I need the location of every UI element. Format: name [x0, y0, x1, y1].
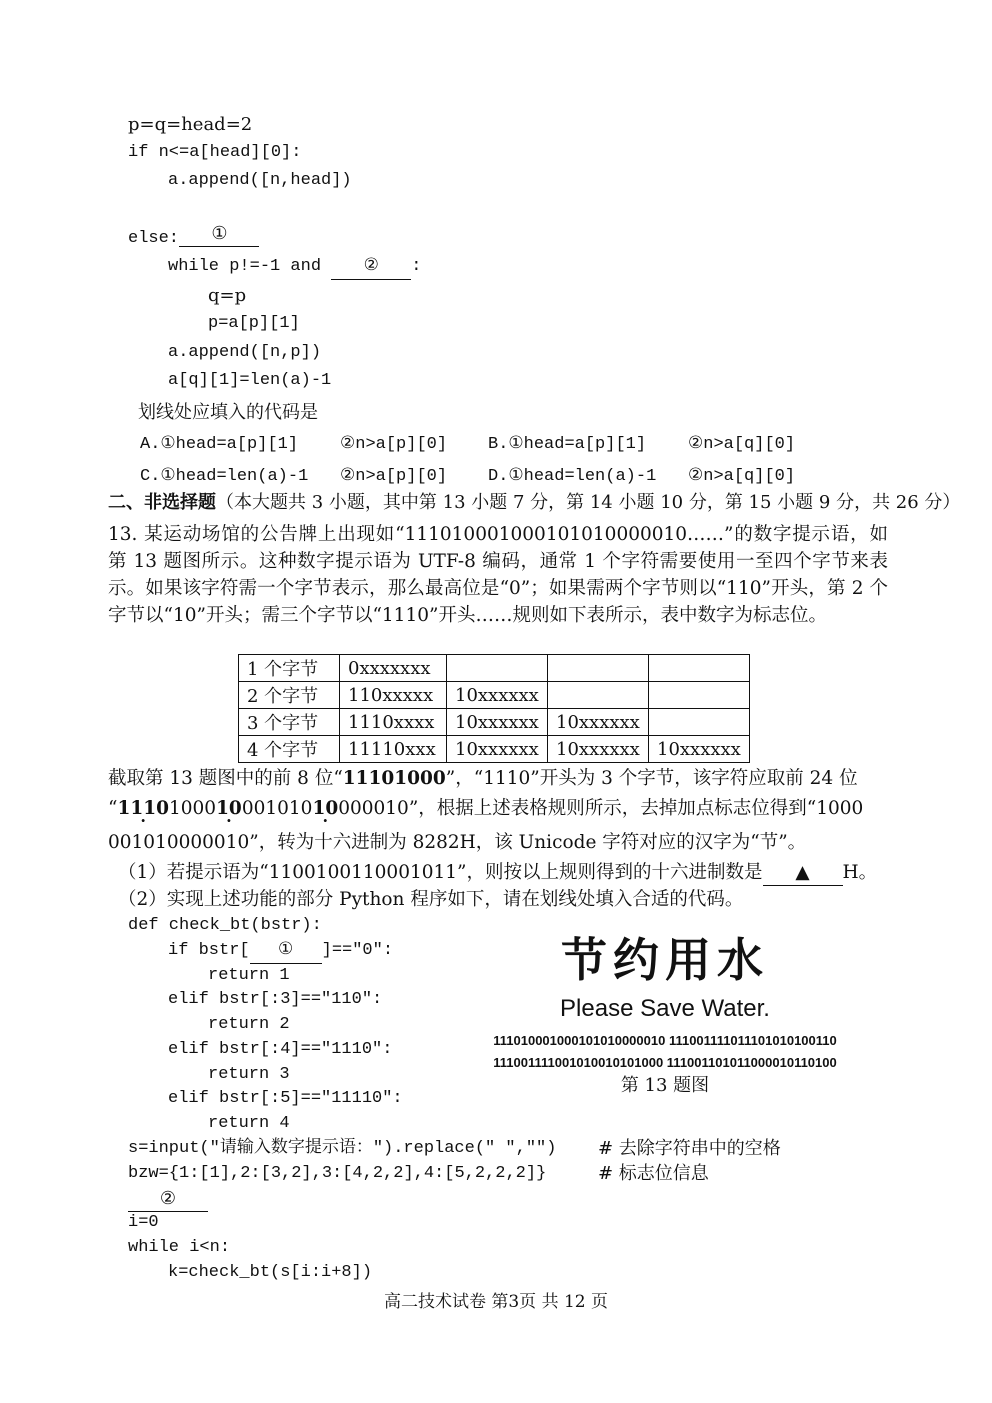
table-row [239, 736, 750, 763]
code-line: return 2 [208, 1015, 290, 1034]
table-row [239, 682, 750, 709]
table-cell: 110xxxxx [340, 682, 447, 709]
utf8-table [238, 654, 750, 763]
option-a [140, 433, 298, 457]
code-comment: # 标志位信息 [598, 1163, 709, 1184]
code-line: k=check_bt(s[i:i+8]) [168, 1263, 373, 1282]
table-row [239, 655, 750, 682]
option-text: ①head=len(a)-1 [508, 467, 657, 486]
option-label: B. [488, 435, 509, 454]
text: H。 [842, 862, 878, 883]
option-d-2: ②n>a[q][0] [688, 467, 796, 486]
code-line: s=input("请输入数字提示语：").replace(" ","") [128, 1139, 557, 1158]
section-note: （本大题共 3 小题，其中第 13 小题 7 分，第 14 小题 10 分，第 15 小题 9 分，共 26 分） [216, 492, 961, 513]
table-cell [548, 655, 649, 682]
table-cell: 10xxxxxx [447, 682, 548, 709]
table-cell: 10xxxxxx [649, 736, 750, 763]
explain-line-3: 001010000010”，转为十六进制为 8282H，该 Unicode 字符对应的汉字为“节”。 [108, 832, 807, 853]
question-prompt: 划线处应填入的代码是 [138, 402, 318, 423]
option-label: A. [140, 435, 161, 454]
code-line: p=a[p][1] [208, 314, 300, 333]
text: 000010 [338, 798, 409, 819]
text: ”，“1110”开头为 3 个字节，该字符应取前 24 位 [445, 768, 858, 789]
option-b-2: ②n>a[q][0] [688, 435, 796, 454]
answer-blank: ▲ [763, 861, 843, 886]
code-line: return 1 [208, 966, 290, 985]
code-line: bzw={1:[1],2:[3,2],3:[4,2,2],4:[5,2,2,2]} [128, 1164, 547, 1183]
code-line: while i<n: [128, 1238, 231, 1257]
flag-bits: 1110 · [117, 798, 169, 819]
sign-english-title: Please Save Water. [560, 995, 770, 1022]
page-footer: 高二技术试卷 第3页 共 12 页 [383, 1292, 609, 1312]
code-line-if [168, 939, 393, 964]
sign-chinese-title: 节约用水 [561, 933, 769, 987]
q13-figure [440, 930, 890, 1098]
text: 10 [288, 798, 313, 819]
text: 截取第 13 题图中的前 8 位“ [108, 768, 343, 789]
table-cell: 10xxxxxx [447, 709, 548, 736]
code-line-while [168, 255, 421, 280]
sub-question-2: （2）实现上述功能的部分 Python 程序如下，请在划线处填入合适的代码。 [118, 889, 744, 910]
code-text: : [411, 257, 422, 276]
code-line: elif bstr[:5]=="11110": [168, 1089, 403, 1108]
text: “ [108, 798, 118, 819]
code-text: while p!=-1 and [168, 257, 332, 276]
sub-question-1 [118, 861, 877, 886]
table-cell: 10xxxxxx [447, 736, 548, 763]
table-cell: 1 个字节 [239, 655, 340, 682]
option-c [140, 465, 308, 489]
flag-bits: 10 · [312, 798, 338, 819]
table-cell [649, 709, 750, 736]
text: 1000 [168, 798, 217, 819]
blank-marker: ① [179, 222, 259, 247]
code-line: def check_bt(bstr): [128, 916, 322, 935]
option-a-2: ②n>a[p][0] [340, 435, 448, 454]
code-text: ]=="0": [321, 941, 394, 960]
table-cell [548, 682, 649, 709]
code-line: else: [128, 229, 180, 248]
code-line: p=q=head=2 [128, 114, 253, 135]
table-cell: 10xxxxxx [548, 709, 649, 736]
code-comment: # 去除字符串中的空格 [598, 1138, 781, 1159]
code-line: q=p [208, 285, 247, 306]
sign-binary-line: 111001111001010010101000 111001101011000010110100 [493, 1055, 837, 1070]
table-cell: 4 个字节 [239, 736, 340, 763]
option-label: D. [488, 467, 509, 486]
code-line: a.append([n,p]) [168, 343, 322, 362]
section-heading [108, 491, 960, 515]
table-cell: 11110xxx [340, 736, 447, 763]
table-cell: 2 个字节 [239, 682, 340, 709]
table-cell: 0xxxxxxx [340, 655, 447, 682]
flag-bits: 10 · [216, 798, 242, 819]
text: ”，根据上述表格规则所示，去掉加点标志位得到“1000 [408, 798, 864, 819]
table-cell [447, 655, 548, 682]
explain-line-2 [108, 797, 863, 821]
option-b [488, 433, 646, 457]
option-d [488, 465, 656, 489]
blank-marker: ① [250, 939, 322, 964]
section-title: 二、非选择题 [108, 492, 216, 513]
blank-marker: ② [331, 255, 411, 280]
code-line: elif bstr[:3]=="110": [168, 990, 383, 1009]
table-cell [649, 655, 750, 682]
code-line: a.append([n,head]) [168, 171, 352, 190]
explain-line-1 [108, 767, 858, 791]
code-blank-1 [168, 198, 259, 247]
option-c-2: ②n>a[p][0] [340, 467, 448, 486]
option-text: ①head=len(a)-1 [160, 467, 309, 486]
option-label: C. [140, 467, 161, 486]
table-cell: 10xxxxxx [548, 736, 649, 763]
table-cell: 3 个字节 [239, 709, 340, 736]
text: 0010 [241, 798, 289, 819]
code-blank-2 [128, 1187, 208, 1212]
code-line: a[q][1]=len(a)-1 [168, 371, 332, 390]
code-line: elif bstr[:4]=="1110": [168, 1040, 393, 1059]
code-line: return 3 [208, 1065, 290, 1084]
q13-intro: 13. 某运动场馆的公告牌上出现如“111010001000101010000010……”的数字提示语，如第 13 题图所示。这种数字提示语为 UTF-8 编码，通常 1 个字符需要使用一至四个字节来表示。如果该字符需一个字节表示，那么最高位是“0”；如果需两个字节则以“110”开头，第 2 个字节以“10”开头；需三个字节以“1110”开头……规则如下表所示，表中数字为标志位。 [108, 524, 888, 626]
table-cell: 1110xxxx [340, 709, 447, 736]
code-line: if n<=a[head][0]: [128, 143, 302, 162]
table-cell [649, 682, 750, 709]
code-line: i=0 [128, 1213, 159, 1232]
sign-binary-line: 111010001000101010000010 111001111011101010100110 [493, 1033, 837, 1048]
bold-bits: 11101000 [342, 768, 446, 789]
code-text: if bstr[ [168, 941, 250, 960]
blank-marker: ② [128, 1187, 208, 1212]
table-row [239, 709, 750, 736]
code-line: return 4 [208, 1114, 290, 1133]
figure-caption: 第 13 题图 [620, 1075, 710, 1096]
option-text: ①head=a[p][1] [160, 435, 299, 454]
option-text: ①head=a[p][1] [508, 435, 647, 454]
text: （1）若提示语为“1100100110001011”，则按以上规则得到的十六进制数是 [118, 862, 763, 883]
